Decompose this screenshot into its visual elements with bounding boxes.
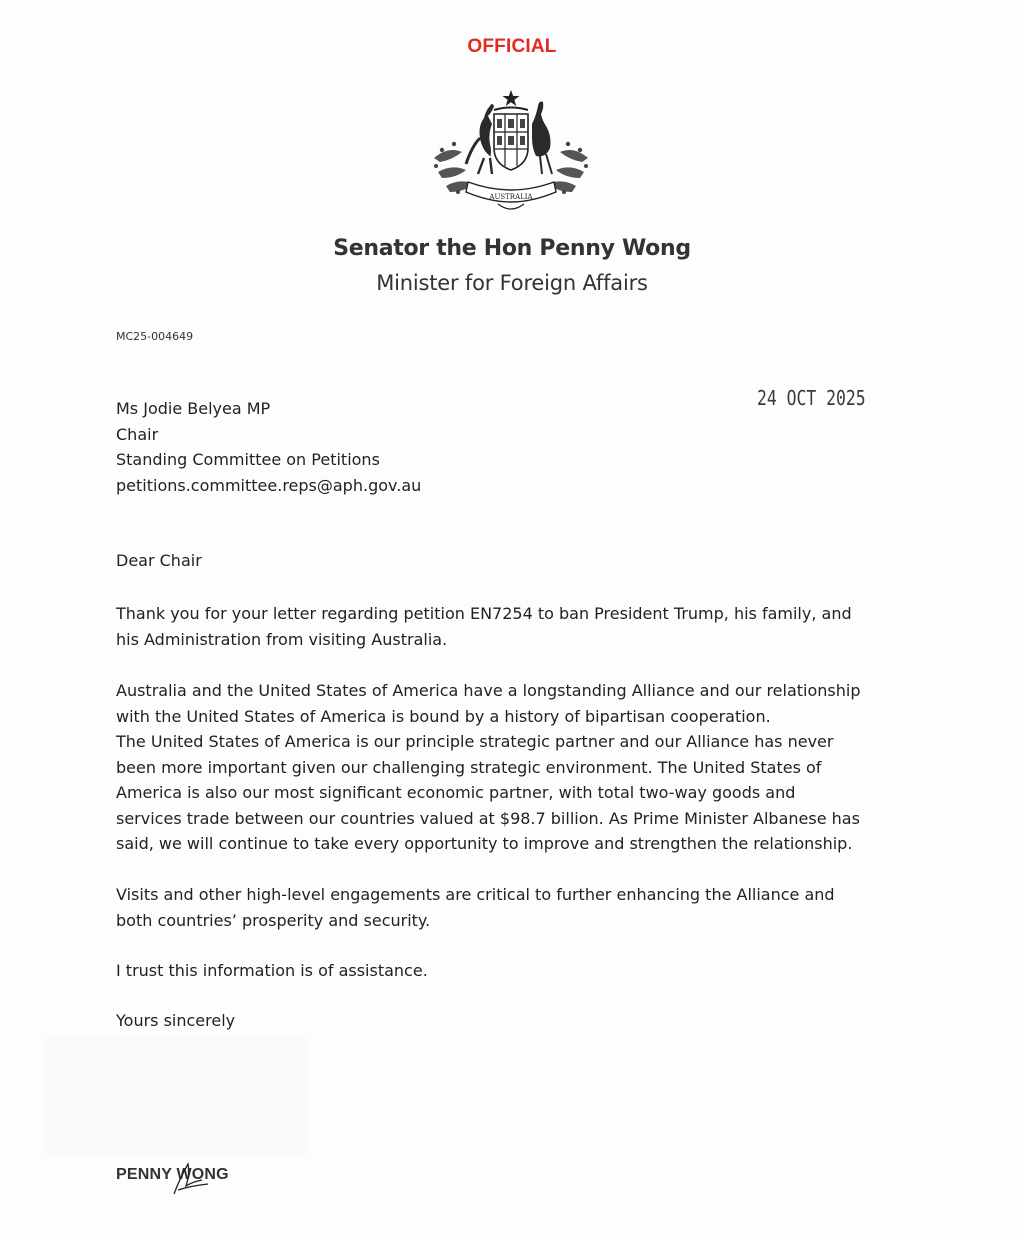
crest-scroll-label: AUSTRALIA (489, 193, 533, 201)
recipient-email: petitions.committee.reps@aph.gov.au (116, 475, 422, 495)
text-line: services trade between our countries valued at $98.7 billion. As Prime Minister Albanese has (116, 808, 860, 828)
text-line: both countries’ prosperity and security. (116, 910, 431, 930)
date-stamp: 24 OCT 2025 (757, 386, 866, 410)
recipient-name: Ms Jodie Belyea MP (116, 399, 271, 418)
coat-of-arms-icon (428, 86, 594, 216)
text-line: Visits and other high-level engagements are critical to further enhancing the Alliance and (116, 885, 835, 904)
paragraph-4 (116, 958, 916, 984)
recipient-address (116, 396, 421, 498)
text-line: Australia and the United States of America have a longstanding Alliance and our relationship (116, 681, 861, 700)
text-line: I trust this information is of assistance. (116, 961, 428, 980)
paragraph-2 (116, 678, 916, 857)
text-line: said, we will continue to take every opportunity to improve and strengthen the relationship. (116, 834, 853, 853)
text-line: with the United States of America is bound by a history of bipartisan cooperation. (116, 706, 771, 726)
paragraph-1 (116, 601, 916, 652)
text-line: The United States of America is our principle strategic partner and our Alliance has never (116, 732, 834, 751)
reference-number: MC25-004649 (116, 330, 194, 343)
classification-marking: OFFICIAL (467, 36, 557, 57)
paragraph-3 (116, 882, 916, 933)
signatory-name: PENNY WONG (116, 1166, 229, 1183)
text-line: his Administration from visiting Australia. (116, 629, 448, 649)
sender-name: Senator the Hon Penny Wong (333, 236, 691, 261)
text-line: Thank you for your letter regarding petition EN7254 to ban President Trump, his family, and (116, 604, 852, 623)
text-line: been more important given our challenging strategic environment. The United States of (116, 757, 822, 777)
signature-block (116, 1160, 256, 1200)
signature-area (44, 1036, 308, 1154)
closing: Yours sincerely (116, 1011, 236, 1030)
recipient-committee: Standing Committee on Petitions (116, 450, 380, 469)
text-line: America is also our most significant economic partner, with total two-way goods and (116, 783, 796, 802)
salutation: Dear Chair (116, 551, 202, 570)
sender-role: Minister for Foreign Affairs (376, 271, 648, 295)
recipient-title: Chair (116, 424, 159, 444)
signature-stroke-icon (116, 1160, 256, 1200)
